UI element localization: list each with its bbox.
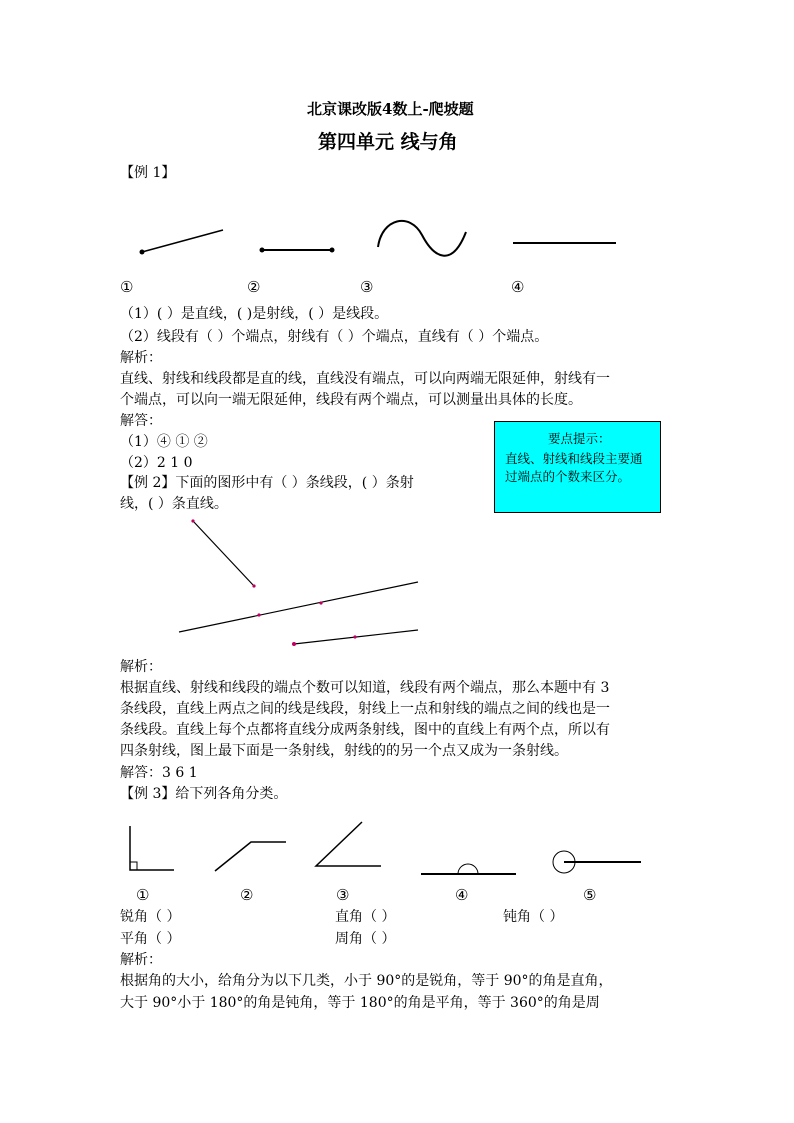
- angle4-label: ④: [455, 886, 469, 904]
- figure4-label: ④: [511, 278, 525, 296]
- example1-analysis-line1: 直线、射线和线段都是直的线，直线没有端点，可以向两端无限延伸，射线有一: [120, 371, 610, 387]
- angle5-label: ⑤: [583, 886, 597, 904]
- example1-question2: （2）线段有（ ）个端点，射线有（ ）个端点，直线有（ ）个端点。: [120, 329, 549, 345]
- angle2-obtuse: [215, 842, 286, 871]
- full-angle-blank: 周角（ ）: [335, 931, 396, 947]
- example2-analysis-label: 解析：: [120, 659, 162, 675]
- example1-question1: （1）( ）是直线，( )是射线，( ）是线段。: [120, 306, 389, 322]
- example1-analysis-label: 解析：: [120, 350, 162, 366]
- example2-question-line1: 【例 2】下面的图形中有（ ）条线段，( ）条射: [120, 475, 414, 491]
- example3-analysis-line1: 根据角的大小，给角分为以下几类，小于 90°的是锐角，等于 90°的角是直角，: [120, 973, 613, 989]
- obtuse-angle-blank: 钝角（ ）: [503, 909, 564, 925]
- angle3-acute: [316, 822, 381, 866]
- angle1-right: [130, 826, 174, 870]
- example3-analysis-label: 解析：: [120, 952, 162, 968]
- figure3-label: ③: [360, 278, 374, 296]
- example2-question-line2: 线，( ）条直线。: [120, 496, 228, 512]
- example2-analysis-line4: 四条射线，图上最下面是一条射线，射线的的另一个点又成为一条射线。: [120, 743, 568, 759]
- right-angle-blank: 直角（ ）: [335, 909, 396, 925]
- example1-answer2: （2）2 1 0: [120, 455, 193, 471]
- example1-label: 【例 1】: [120, 165, 176, 181]
- example1-answer1: （1）④ ① ②: [120, 434, 208, 450]
- example1-answer-label: 解答：: [120, 413, 162, 429]
- angle1-label: ①: [136, 886, 150, 904]
- example2-analysis-line2: 条线段，直线上两点之间的线是线段，射线上一点和射线的端点之间的线也是一: [120, 701, 610, 717]
- document-header: 北京课改版4数上-爬坡题: [307, 100, 474, 118]
- straight-angle-blank: 平角（ ）: [120, 931, 181, 947]
- example3-label: 【例 3】给下列各角分类。: [120, 786, 288, 802]
- example3-analysis-line2: 大于 90°小于 180°的角是钝角，等于 180°的角是平角，等于 360°的角是周: [120, 995, 600, 1011]
- angle3-label: ③: [336, 886, 350, 904]
- acute-angle-blank: 锐角（ ）: [120, 909, 181, 925]
- unit-title: 第四单元 线与角: [318, 131, 458, 153]
- example1-analysis-line2: 个端点，可以向一端无限延伸，线段有两个端点，可以测量出具体的长度。: [120, 392, 582, 408]
- angle4-straight: [421, 864, 516, 874]
- example2-analysis-line3: 条线段。直线上每个点都将直线分成两条射线，图中的直线上有两个点，所以有: [120, 722, 610, 738]
- figure1-label: ①: [120, 278, 134, 296]
- tip-line2: 过端点的个数来区分。: [505, 469, 631, 484]
- example2-answer: 解答：3 6 1: [120, 765, 198, 781]
- tip-title: 要点提示：: [548, 431, 611, 446]
- angle2-label: ②: [240, 886, 254, 904]
- example2-analysis-line1: 根据直线、射线和线段的端点个数可以知道，线段有两个端点，那么本题中有 3: [120, 680, 610, 696]
- tip-line1: 直线、射线和线段主要通: [505, 451, 643, 466]
- angle5-full: [553, 851, 641, 873]
- figure2-label: ②: [247, 278, 261, 296]
